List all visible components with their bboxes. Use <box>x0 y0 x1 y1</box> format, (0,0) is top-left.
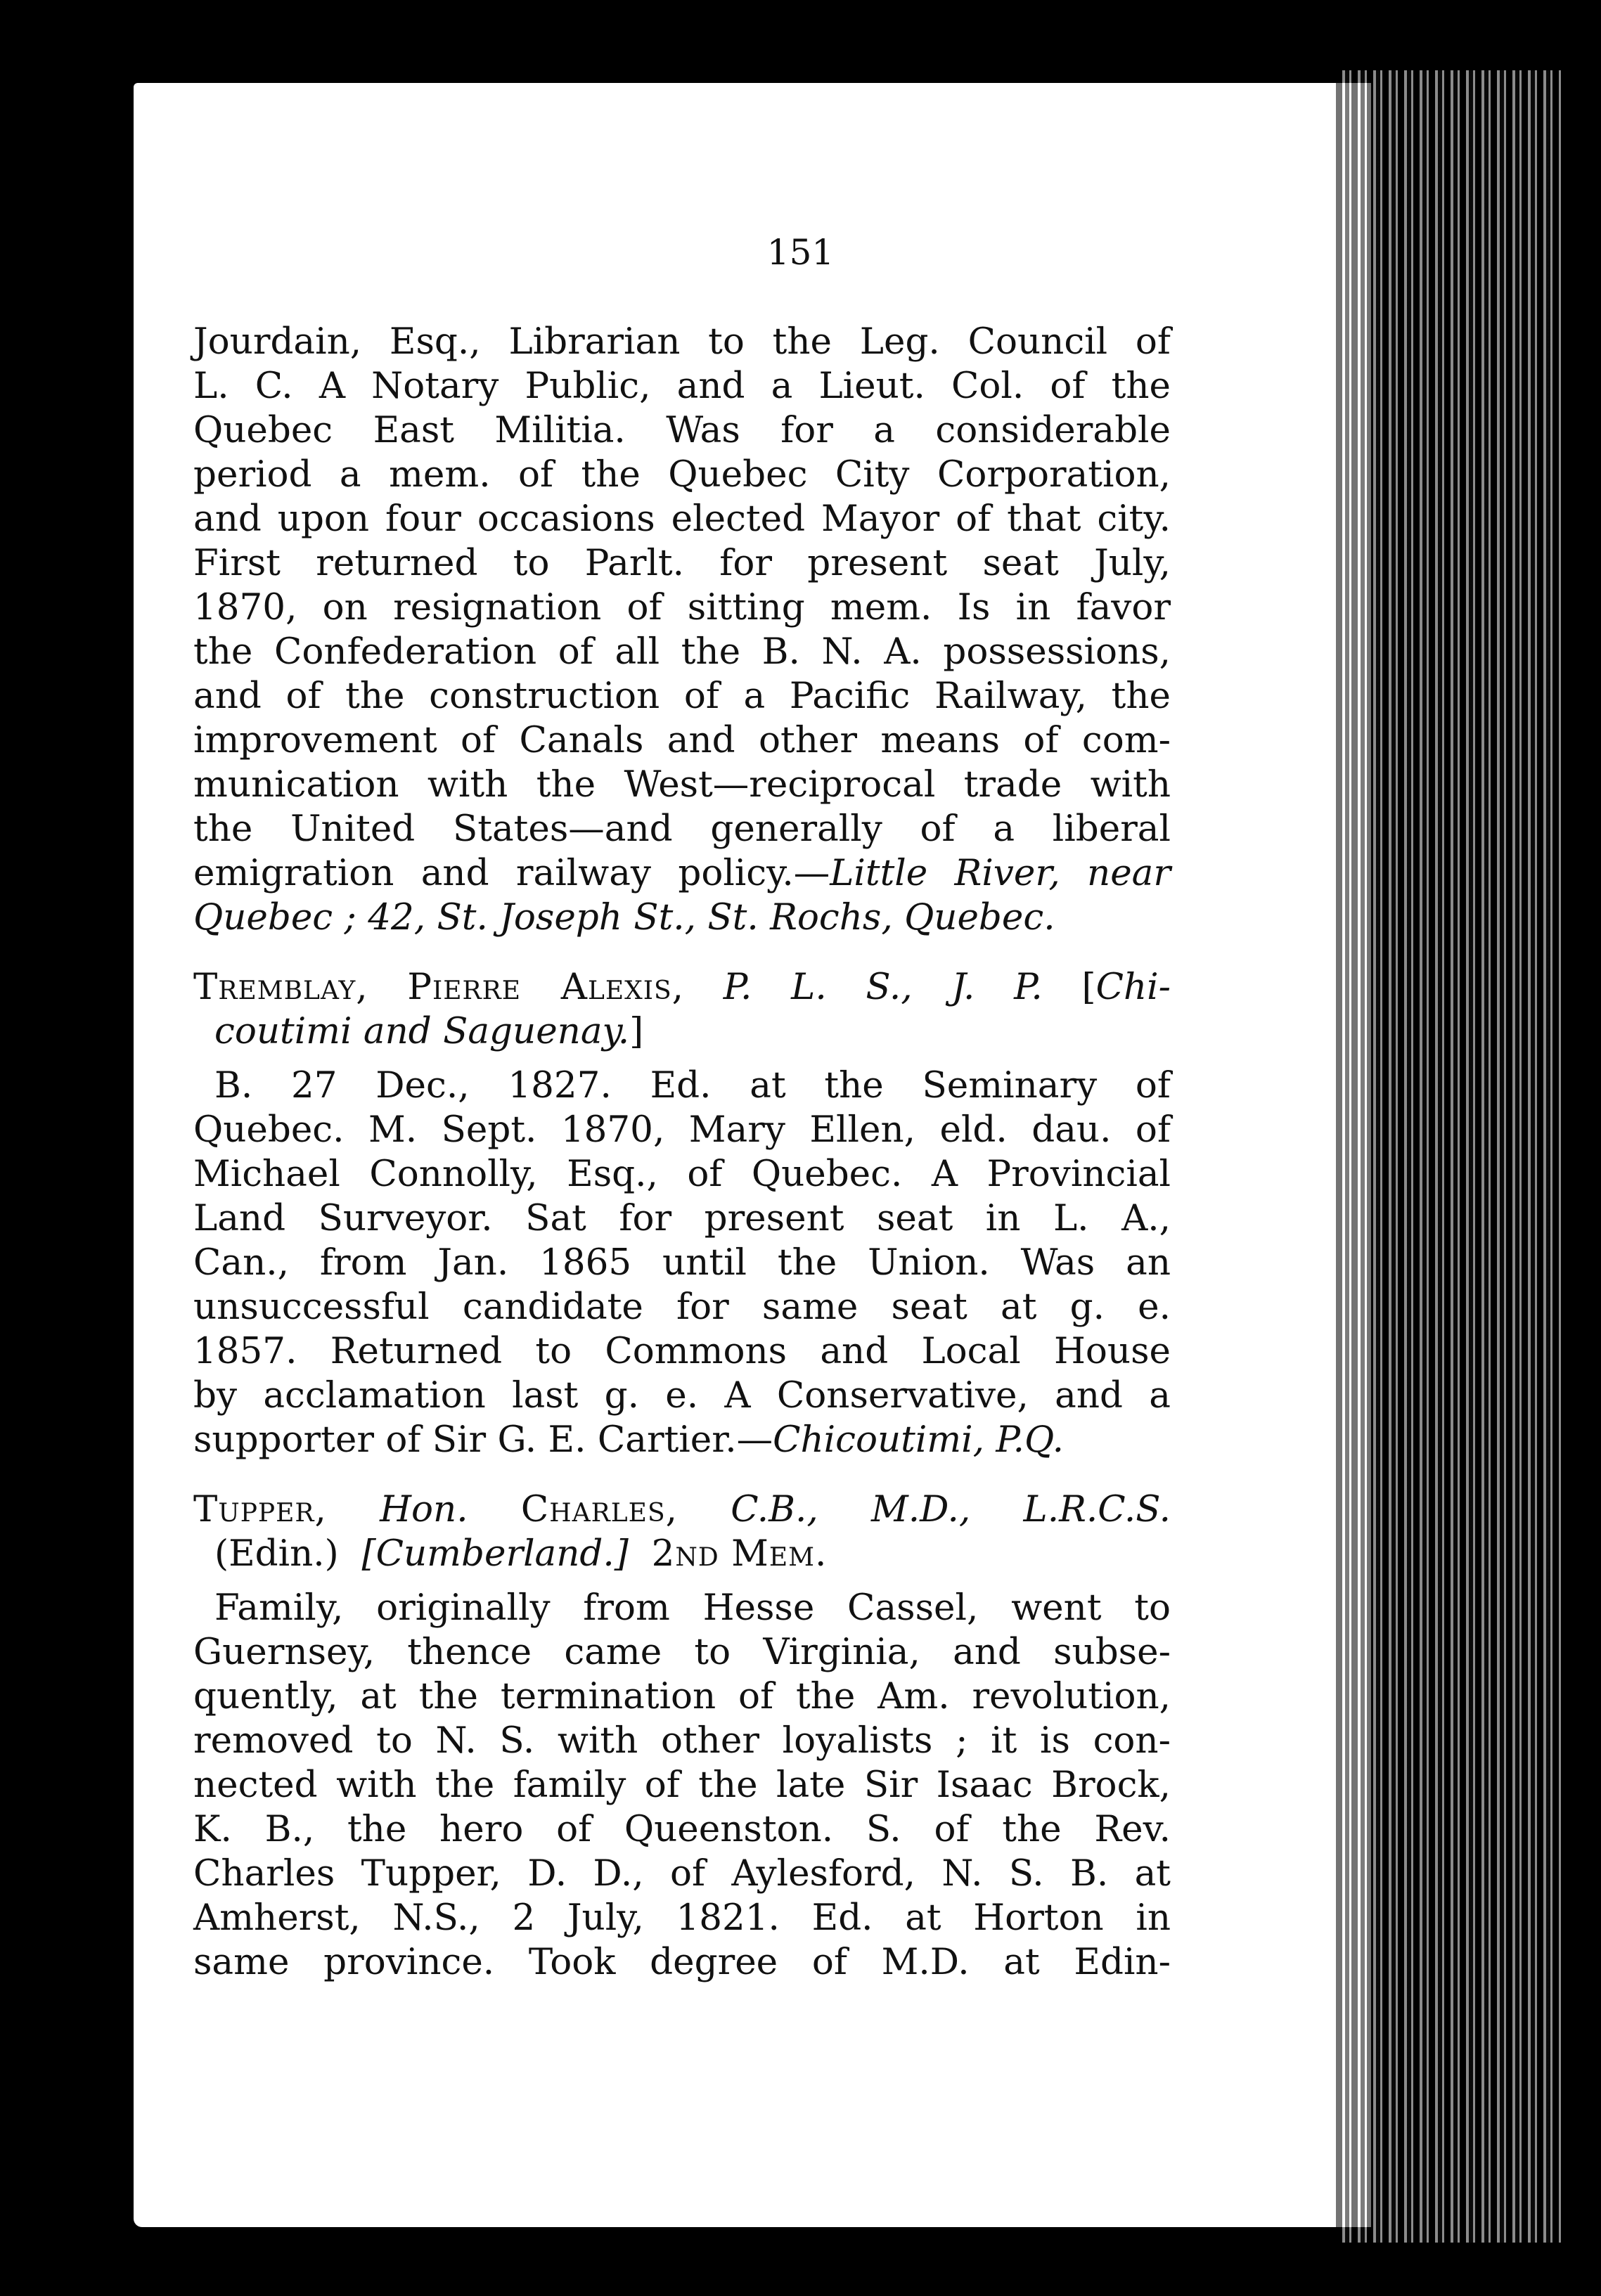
text-line: Family, originally from Hesse Cassel, went to <box>214 1587 1171 1629</box>
text-line: L. C. A Notary Public, and a Lieut. Col. of the <box>193 365 1171 407</box>
entry-jourdain <box>193 320 1171 940</box>
text-line: Guernsey, thence came to Virginia, and subse- <box>193 1631 1171 1673</box>
bracket-open: [ <box>1081 966 1096 1008</box>
member-note: 2nd Mem. <box>651 1533 828 1575</box>
text-line: by acclamation last g. e. A Conservative, and a <box>193 1374 1171 1417</box>
text-line: 1857. Returned to Commons and Local House <box>193 1330 1171 1372</box>
honorific: Hon. <box>380 1488 468 1530</box>
heading-line <box>193 1488 1171 1532</box>
text-line: Quebec. M. Sept. 1870, Mary Ellen, eld. dau. of <box>193 1109 1171 1151</box>
text-line: Can., from Jan. 1865 until the Union. Was an <box>193 1241 1171 1284</box>
text-line: B. 27 Dec., 1827. Ed. at the Seminary of <box>214 1064 1171 1107</box>
given-names: Charles, <box>520 1488 678 1530</box>
text-plain: supporter of Sir G. E. Cartier.— <box>193 1419 773 1461</box>
page-number: 151 <box>766 232 835 273</box>
text-line: Amherst, N.S., 2 July, 1821. Ed. at Horton in <box>193 1897 1171 1939</box>
address-italic: Chicoutimi, P.Q. <box>773 1419 1064 1461</box>
address-italic: Quebec ; 42, St. Joseph St., St. Rochs, Quebec. <box>193 896 1055 939</box>
text-line: 1870, on resignation of sitting mem. Is in favor <box>193 586 1171 628</box>
text-line: unsuccessful candidate for same seat at g. e. <box>193 1286 1171 1328</box>
text-line: improvement of Canals and other means of com- <box>193 719 1171 761</box>
given-names: Pierre Alexis, <box>407 966 685 1008</box>
text-line: First returned to Parlt. for present seat July, <box>193 542 1171 584</box>
surname: Tupper, <box>193 1488 327 1530</box>
entry-tupper <box>193 1586 1171 1985</box>
heading-line <box>193 1532 1171 1576</box>
heading-line <box>193 1010 1171 1054</box>
text-line: the United States—and generally of a liberal <box>193 808 1171 850</box>
edin-note: (Edin.) <box>214 1533 339 1575</box>
surname: Tremblay, <box>193 966 368 1008</box>
text-line: and upon four occasions elected Mayor of that city. <box>193 498 1171 540</box>
titles: P. L. S., J. P. <box>723 966 1043 1008</box>
entry-heading-tupper <box>193 1488 1171 1576</box>
text-line: period a mem. of the Quebec City Corporation, <box>193 453 1171 496</box>
text-line: Jourdain, Esq., Librarian to the Leg. Council of <box>193 321 1171 363</box>
text-line: same province. Took degree of M.D. at Edin- <box>193 1941 1171 1983</box>
text-line: nected with the family of the late Sir Isaac Brock, <box>193 1764 1171 1806</box>
text-line: removed to N. S. with other loyalists ; it is con- <box>193 1720 1171 1762</box>
text-line <box>193 1418 1171 1462</box>
text-line: and of the construction of a Pacific Railway, the <box>193 675 1171 717</box>
constituency: [Cumberland.] <box>361 1533 629 1575</box>
text-line <box>193 896 1171 940</box>
text-line: K. B., the hero of Queenston. S. of the Rev. <box>193 1808 1171 1850</box>
entry-tremblay <box>193 1064 1171 1462</box>
page-edge-decoration <box>1336 70 1561 2243</box>
text-line: the Confederation of all the B. N. A. possessions, <box>193 631 1171 673</box>
text-line: Charles Tupper, D. D., of Aylesford, N. S. B. at <box>193 1852 1171 1895</box>
text-line <box>193 851 1171 896</box>
titles: C.B., M.D., L.R.C.S. <box>731 1488 1171 1530</box>
text-line: quently, at the termination of the Am. revolution, <box>193 1675 1171 1717</box>
bracket-close: ] <box>629 1010 644 1052</box>
text-line: Land Surveyor. Sat for present seat in L. A., <box>193 1197 1171 1239</box>
heading-line <box>193 965 1171 1010</box>
page-content <box>193 320 1171 1985</box>
constituency: Chi- <box>1095 966 1171 1008</box>
address-italic: Little River, near <box>830 852 1171 894</box>
entry-heading-tremblay <box>193 965 1171 1054</box>
text-plain: emigration and railway policy.— <box>193 852 830 894</box>
text-line: munication with the West—reciprocal trade with <box>193 763 1171 806</box>
text-line: Quebec East Militia. Was for a considerable <box>193 409 1171 451</box>
text-line: Michael Connolly, Esq., of Quebec. A Provincial <box>193 1153 1171 1195</box>
constituency: coutimi and Saguenay. <box>214 1010 630 1052</box>
